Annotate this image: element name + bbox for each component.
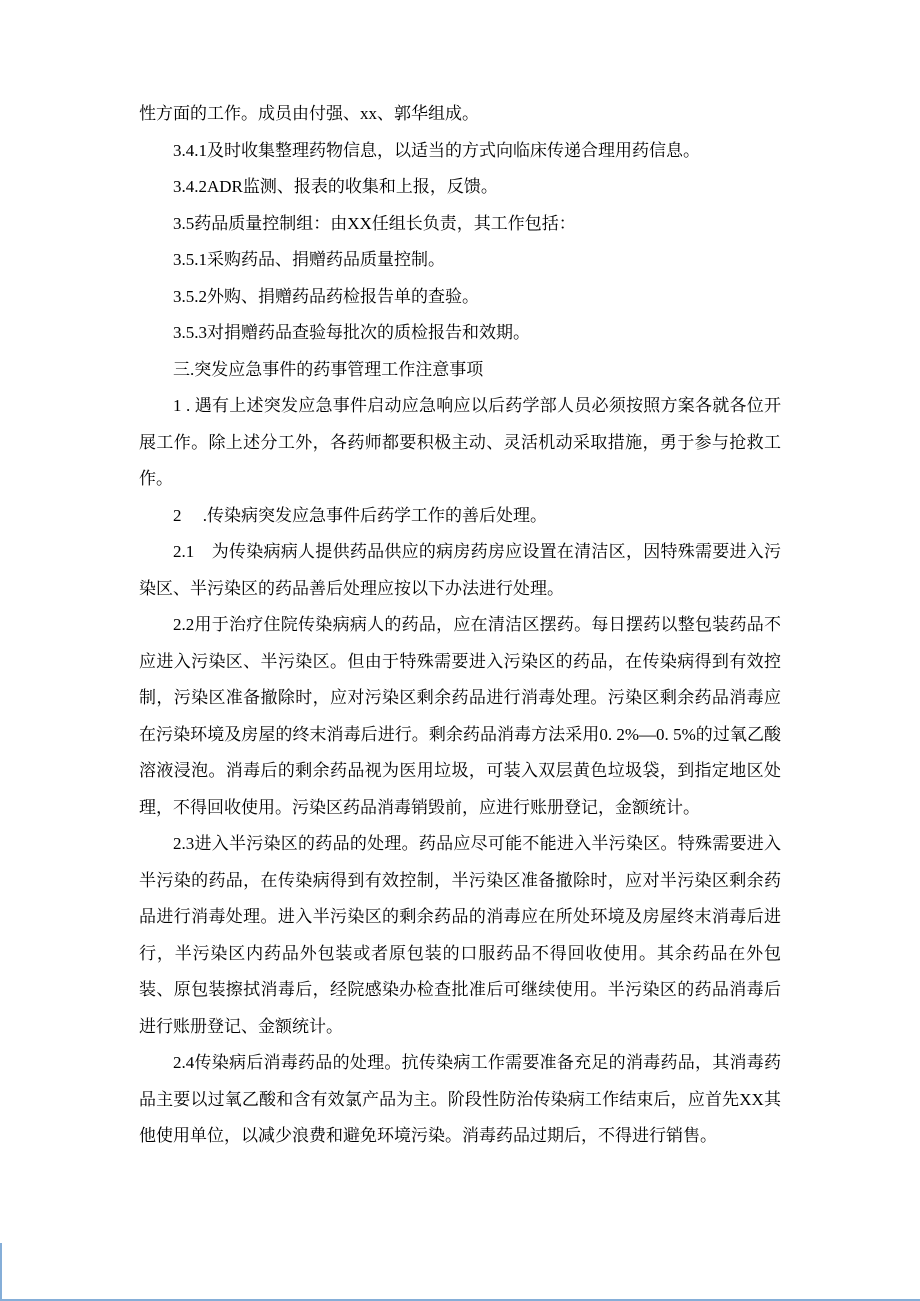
paragraph: 3.5.1采购药品、捐赠药品质量控制。 [173,250,445,269]
paragraph: 性方面的工作。成员由付强、xx、郭华组成。 [139,104,479,123]
paragraph: 2.2用于治疗住院传染病病人的药品，应在清洁区摆药。每日摆药以整包装药品不应进入污染区、半污染区。但由于特殊需要进入污染区的药品，在传染病得到有效控制，污染区准备撤除时，应对污染区剩余药品进行消毒处理。污染区剩余药品消毒应在污染环境及房屋的终末消毒后进行。剩余药品消毒方法采用0. 2%—0. 5%的过氧乙酸溶液浸泡。消毒后的剩余药品视为医用垃圾，可装入双层黄色垃圾袋，到指定地区处理，不得回收使用。污染区药品消毒销毁前，应进行账册登记，金额统计。 [139,615,781,817]
paragraph: 3.4.2ADR监测、报表的收集和上报，反馈。 [173,177,498,196]
paragraph: 2.1 为传染病病人提供药品供应的病房药房应设置在清洁区，因特殊需要进入污染区、半污染区的药品善后处理应按以下办法进行处理。 [139,542,781,598]
paragraph: 2 .传染病突发应急事件后药学工作的善后处理。 [173,505,547,525]
paragraph: 3.5.3对捐赠药品查验每批次的质检报告和效期。 [173,323,530,342]
section-heading: 三.突发应急事件的药事管理工作注意事项 [173,359,484,379]
paragraph: 1 . 遇有上述突发应急事件启动应急响应以后药学部人员必须按照方案各就各位开展工作。除上述分工外，各药师都要积极主动、灵活机动采取措施，勇于参与抢救工作。 [139,396,781,488]
paragraph: 3.5药品质量控制组：由XX任组长负责，其工作包括： [173,213,576,233]
paragraph: 2.3进入半污染区的药品的处理。药品应尽可能不能进入半污染区。特殊需要进入半污染的药品，在传染病得到有效控制，半污染区准备撤除时，应对半污染区剩余药品进行消毒处理。进入半污染区的剩余药品的消毒应在所处环境及房屋终末消毒后进行，半污染区内药品外包装或者原包装的口服药品不得回收使用。其余药品在外包装、原包装擦拭消毒后，经院感染办检查批准后可继续使用。半污染区的药品消毒后进行账册登记、金额统计。 [139,834,781,1036]
paragraph: 2.4传染病后消毒药品的处理。抗传染病工作需要准备充足的消毒药品，其消毒药品主要以过氧乙酸和含有效氯产品为主。阶段性防治传染病工作结束后，应首先XX其他使用单位，以减少浪费和避免环境污染。消毒药品过期后，不得进行销售。 [139,1053,781,1145]
paragraph: 3.4.1及时收集整理药物信息，以适当的方式向临床传递合理用药信息。 [173,140,700,160]
page-edge-artifact-left [0,1243,2,1301]
paragraph: 3.5.2外购、捐赠药品药检报告单的查验。 [173,286,479,306]
